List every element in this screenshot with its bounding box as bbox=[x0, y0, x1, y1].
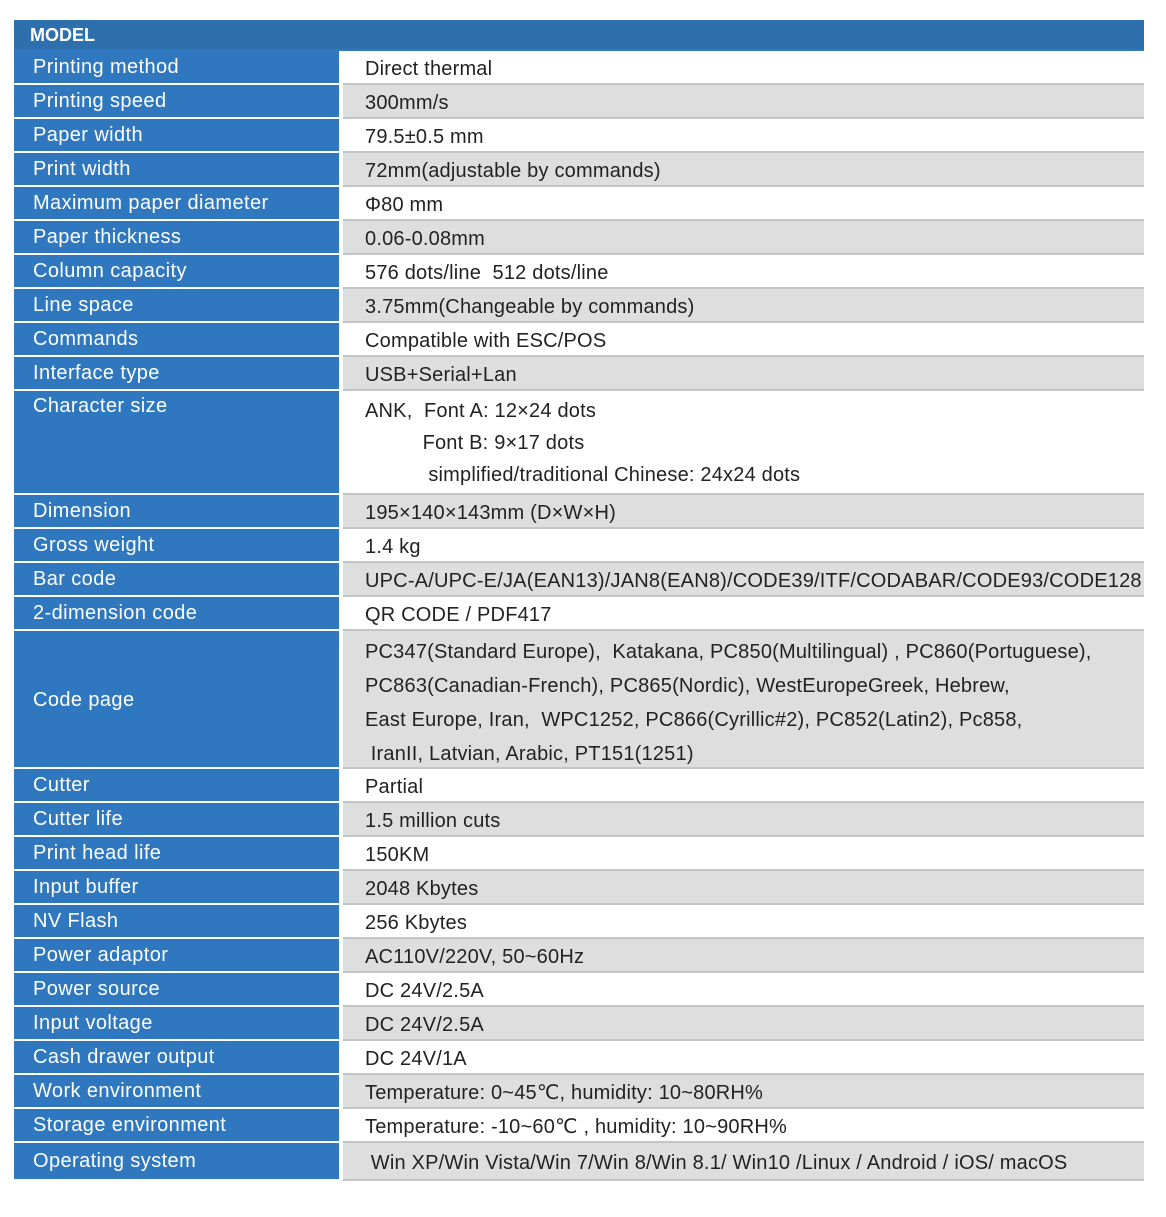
table-row bbox=[14, 529, 1144, 563]
table-row bbox=[14, 391, 1144, 495]
spec-value-text: UPC-A/UPC-E/JA(EAN13)/JAN8(EAN8)/CODE39/ITF/CODABAR/CODE93/CODE128 bbox=[365, 570, 1142, 592]
spec-value-line: Font B: 9×17 dots bbox=[365, 432, 585, 454]
spec-label: Cutter life bbox=[14, 803, 339, 837]
spec-value-line: East Europe, Iran, WPC1252, PC866(Cyrillic#2), PC852(Latin2), Pc858, bbox=[365, 709, 1023, 731]
spec-value-text: Partial bbox=[365, 776, 424, 798]
table-row bbox=[14, 871, 1144, 905]
spec-label: Power source bbox=[14, 973, 339, 1007]
spec-value bbox=[343, 871, 1144, 905]
spec-label: Column capacity bbox=[14, 255, 339, 289]
spec-value bbox=[343, 973, 1144, 1007]
table-row bbox=[14, 221, 1144, 255]
spec-value-text: 150KM bbox=[365, 844, 430, 866]
spec-value-text: 256 Kbytes bbox=[365, 912, 468, 934]
spec-value bbox=[343, 563, 1144, 597]
spec-value-line: ANK, Font A: 12×24 dots bbox=[365, 400, 597, 422]
table-row bbox=[14, 119, 1144, 153]
spec-value-text: 1.5 million cuts bbox=[365, 810, 501, 832]
spec-label: Cutter bbox=[14, 769, 339, 803]
spec-value-text: Φ80 mm bbox=[365, 194, 444, 216]
spec-label: Cash drawer output bbox=[14, 1041, 339, 1075]
table-row bbox=[14, 973, 1144, 1007]
table-row bbox=[14, 85, 1144, 119]
spec-value bbox=[343, 153, 1144, 187]
table-row bbox=[14, 837, 1144, 871]
spec-label: Paper width bbox=[14, 119, 339, 153]
spec-table bbox=[14, 20, 1144, 1181]
table-row bbox=[14, 939, 1144, 973]
spec-value-line: PC347(Standard Europe), Katakana, PC850(Multilingual) , PC860(Portuguese), bbox=[365, 641, 1092, 663]
spec-value-text: 1.4 kg bbox=[365, 536, 421, 558]
table-row bbox=[14, 51, 1144, 85]
spec-value-line: IranII, Latvian, Arabic, PT151(1251) bbox=[365, 743, 694, 765]
spec-label: Power adaptor bbox=[14, 939, 339, 973]
spec-value-text: 576 dots/line 512 dots/line bbox=[365, 262, 609, 284]
spec-label: Dimension bbox=[14, 495, 339, 529]
spec-value-text: Win XP/Win Vista/Win 7/Win 8/Win 8.1/ Win10 /Linux / Android / iOS/ macOS bbox=[365, 1152, 1068, 1174]
spec-value-text: DC 24V/2.5A bbox=[365, 1014, 484, 1036]
spec-value bbox=[343, 837, 1144, 871]
table-row bbox=[14, 1041, 1144, 1075]
spec-label: 2-dimension code bbox=[14, 597, 339, 631]
spec-value-text: 79.5±0.5 mm bbox=[365, 126, 484, 148]
table-row bbox=[14, 631, 1144, 769]
spec-label: Input buffer bbox=[14, 871, 339, 905]
spec-value bbox=[343, 289, 1144, 323]
spec-value-line: simplified/traditional Chinese: 24x24 dots bbox=[365, 464, 801, 486]
spec-value-text: QR CODE / PDF417 bbox=[365, 604, 552, 626]
spec-value bbox=[343, 769, 1144, 803]
table-row bbox=[14, 1109, 1144, 1143]
spec-value-text: DC 24V/2.5A bbox=[365, 980, 484, 1002]
spec-value bbox=[343, 1075, 1144, 1109]
spec-label: Character size bbox=[14, 391, 339, 495]
spec-value bbox=[343, 1143, 1144, 1181]
spec-label: NV Flash bbox=[14, 905, 339, 939]
spec-label: Bar code bbox=[14, 563, 339, 597]
spec-value bbox=[343, 597, 1144, 631]
table-row bbox=[14, 563, 1144, 597]
spec-value bbox=[343, 391, 1144, 495]
spec-value bbox=[343, 939, 1144, 973]
spec-label: Print head life bbox=[14, 837, 339, 871]
spec-value-text: USB+Serial+Lan bbox=[365, 364, 517, 386]
spec-value-text: 72mm(adjustable by commands) bbox=[365, 160, 661, 182]
table-row bbox=[14, 1143, 1144, 1181]
spec-value-text: 3.75mm(Changeable by commands) bbox=[365, 296, 695, 318]
spec-value-text: Compatible with ESC/POS bbox=[365, 330, 607, 352]
spec-label: Interface type bbox=[14, 357, 339, 391]
spec-label: Operating system bbox=[14, 1143, 339, 1181]
table-row bbox=[14, 1007, 1144, 1041]
table-row bbox=[14, 323, 1144, 357]
spec-label: Storage environment bbox=[14, 1109, 339, 1143]
table-row bbox=[14, 597, 1144, 631]
spec-label: Work environment bbox=[14, 1075, 339, 1109]
spec-label: Print width bbox=[14, 153, 339, 187]
spec-value-text: Temperature: 0~45℃, humidity: 10~80RH% bbox=[365, 1082, 764, 1104]
spec-label: Input voltage bbox=[14, 1007, 339, 1041]
spec-value-text: AC110V/220V, 50~60Hz bbox=[365, 946, 585, 968]
table-row bbox=[14, 803, 1144, 837]
spec-value-text: 195×140×143mm (D×W×H) bbox=[365, 502, 616, 524]
spec-value-text: Temperature: -10~60℃ , humidity: 10~90RH% bbox=[365, 1116, 787, 1138]
spec-value bbox=[343, 187, 1144, 221]
spec-value-text: 0.06-0.08mm bbox=[365, 228, 486, 250]
spec-value bbox=[343, 529, 1144, 563]
spec-label: Maximum paper diameter bbox=[14, 187, 339, 221]
table-row bbox=[14, 769, 1144, 803]
spec-value bbox=[343, 51, 1144, 85]
spec-value bbox=[343, 85, 1144, 119]
table-row bbox=[14, 1075, 1144, 1109]
table-row bbox=[14, 289, 1144, 323]
spec-value bbox=[343, 803, 1144, 837]
spec-value bbox=[343, 495, 1144, 529]
table-row bbox=[14, 357, 1144, 391]
table-header: MODEL bbox=[14, 20, 1144, 51]
spec-label: Gross weight bbox=[14, 529, 339, 563]
spec-value-text: Direct thermal bbox=[365, 58, 493, 80]
spec-value bbox=[343, 1109, 1144, 1143]
spec-value bbox=[343, 255, 1144, 289]
spec-value bbox=[343, 1041, 1144, 1075]
table-row bbox=[14, 495, 1144, 529]
spec-value-line: PC863(Canadian-French), PC865(Nordic), WestEuropeGreek, Hebrew, bbox=[365, 675, 1010, 697]
table-row bbox=[14, 187, 1144, 221]
spec-value-text: 300mm/s bbox=[365, 92, 449, 114]
spec-value-text: 2048 Kbytes bbox=[365, 878, 479, 900]
spec-label: Code page bbox=[14, 631, 339, 769]
spec-value bbox=[343, 631, 1144, 769]
spec-value bbox=[343, 119, 1144, 153]
spec-value bbox=[343, 357, 1144, 391]
spec-label: Line space bbox=[14, 289, 339, 323]
spec-label: Printing method bbox=[14, 51, 339, 85]
spec-value bbox=[343, 323, 1144, 357]
spec-rows bbox=[14, 51, 1144, 1181]
spec-label: Printing speed bbox=[14, 85, 339, 119]
spec-value-text: DC 24V/1A bbox=[365, 1048, 467, 1070]
spec-value bbox=[343, 221, 1144, 255]
spec-label: Paper thickness bbox=[14, 221, 339, 255]
spec-value bbox=[343, 905, 1144, 939]
spec-value bbox=[343, 1007, 1144, 1041]
spec-label: Commands bbox=[14, 323, 339, 357]
table-row bbox=[14, 255, 1144, 289]
table-row bbox=[14, 153, 1144, 187]
table-row bbox=[14, 905, 1144, 939]
